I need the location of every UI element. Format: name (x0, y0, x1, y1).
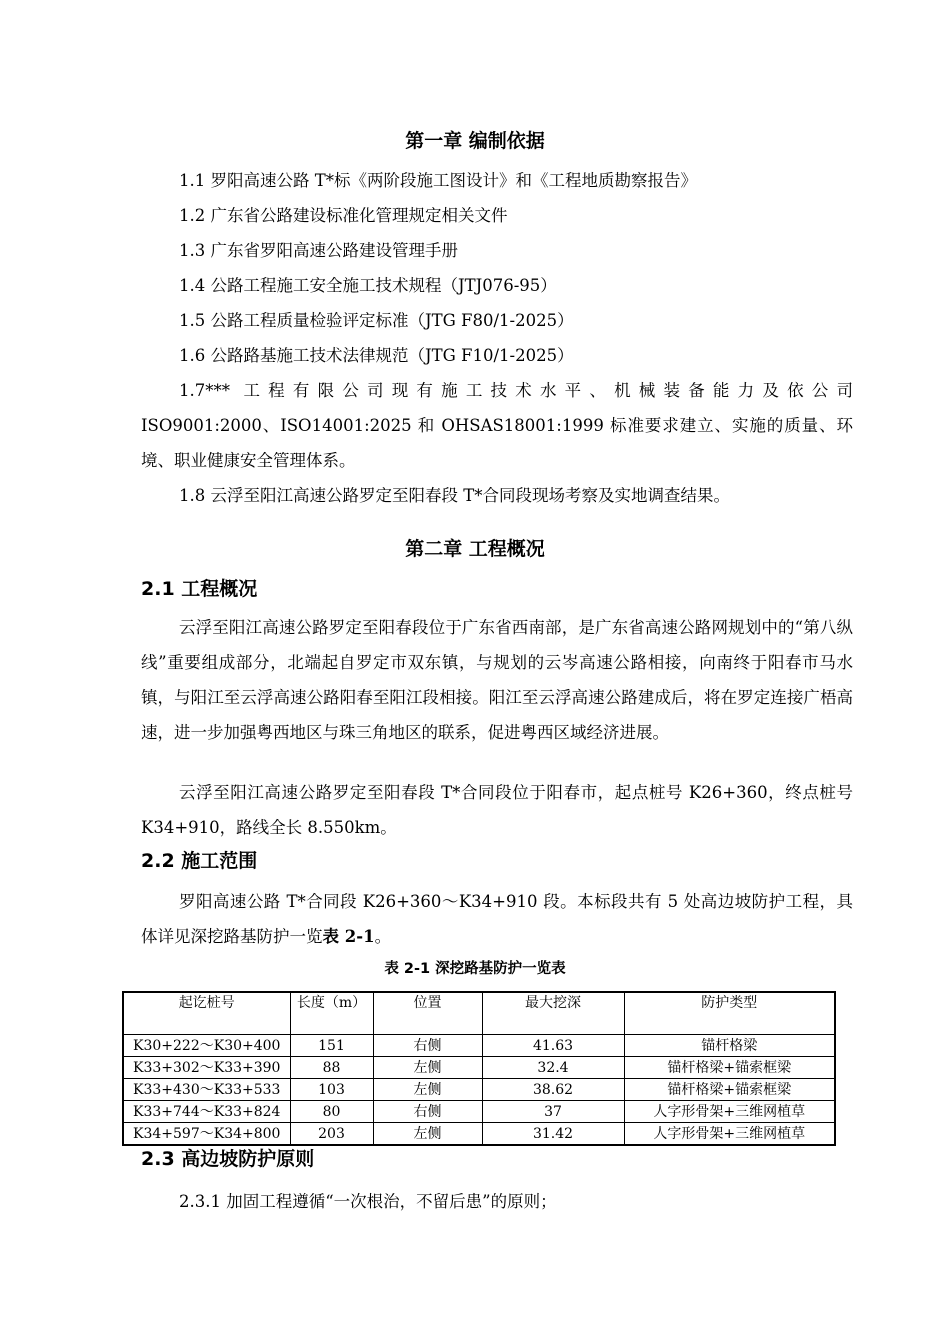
basis-item-3: 1.3 广东省罗阳高速公路建设管理手册 (179, 241, 458, 260)
section-2-3-paragraph-1: 2.3.1 加固工程遵循“一次根治，不留后患”的原则； (179, 1192, 557, 1211)
cell-length: 151 (290, 1035, 373, 1057)
header-chainage: 起讫桩号 (123, 992, 290, 1035)
cell-position: 左侧 (373, 1123, 482, 1146)
cell-chainage: K33+744～K33+824 (123, 1101, 290, 1123)
cell-max-depth: 41.63 (482, 1035, 624, 1057)
cell-protection-type: 人字形骨架+三维网植草 (624, 1101, 835, 1123)
section-2-2-paragraph (141, 884, 853, 954)
cell-length: 88 (290, 1057, 373, 1079)
header-protection-type: 防护类型 (624, 992, 835, 1035)
chapter2-title: 第二章 工程概况 (405, 538, 545, 560)
cell-position: 右侧 (373, 1101, 482, 1123)
cell-chainage: K34+597～K34+800 (123, 1123, 290, 1146)
basis-item-8: 1.8 云浮至阳江高速公路罗定至阳春段 T*合同段现场考察及实地调查结果。 (179, 486, 730, 505)
deep-cut-protection-table (122, 991, 836, 1146)
basis-item-6: 1.6 公路路基施工技术法律规范（JTG F10/1-2025） (179, 346, 574, 365)
basis-item-2: 1.2 广东省公路建设标准化管理规定相关文件 (179, 206, 508, 225)
scope-text: 罗阳高速公路 T*合同段 K26+360～K34+910 段。本标段共有 5 处高边坡防护工程，具体详见深挖路基防护一览 (141, 892, 853, 946)
cell-max-depth: 32.4 (482, 1057, 624, 1079)
table-reference: 表 2-1 (322, 927, 375, 946)
cell-chainage: K33+302～K33+390 (123, 1057, 290, 1079)
cell-length: 103 (290, 1079, 373, 1101)
table-row (123, 1035, 835, 1057)
section-2-1-title: 2.1 工程概况 (141, 578, 258, 600)
cell-max-depth: 38.62 (482, 1079, 624, 1101)
cell-position: 右侧 (373, 1035, 482, 1057)
cell-max-depth: 31.42 (482, 1123, 624, 1146)
cell-length: 203 (290, 1123, 373, 1146)
cell-chainage: K33+430～K33+533 (123, 1079, 290, 1101)
cell-protection-type: 锚杆格梁+锚索框梁 (624, 1079, 835, 1101)
cell-max-depth: 37 (482, 1101, 624, 1123)
cell-chainage: K30+222～K30+400 (123, 1035, 290, 1057)
basis-item-1: 1.1 罗阳高速公路 T*标《两阶段施工图设计》和《工程地质勘察报告》 (179, 171, 697, 190)
cell-position: 左侧 (373, 1057, 482, 1079)
basis-item-4: 1.4 公路工程施工安全施工技术规程（JTJ076-95） (179, 276, 557, 295)
table-row (123, 1057, 835, 1079)
table-caption: 表 2-1 深挖路基防护一览表 (384, 961, 566, 977)
section-2-1-paragraph-2: 云浮至阳江高速公路罗定至阳春段 T*合同段位于阳春市，起点桩号 K26+360，终点桩号 K34+910，路线全长 8.550km。 (141, 783, 853, 837)
section-2-1-paragraph-1: 云浮至阳江高速公路罗定至阳春段位于广东省西南部，是广东省高速公路网规划中的“第八纵线”重要组成部分，北端起自罗定市双东镇，与规划的云岑高速公路相接，向南终于阳春市马水镇，与阳江至云浮高速公路阳春至阳江段相接。阳江至云浮高速公路建成后，将在罗定连接广梧高速，进一步加强粤西地区与珠三角地区的联系，促进粤西区域经济进展。 (141, 618, 853, 742)
table-row (123, 1079, 835, 1101)
basis-item-5: 1.5 公路工程质量检验评定标准（JTG F80/1-2025） (179, 311, 574, 330)
cell-protection-type: 锚杆格梁+锚索框梁 (624, 1057, 835, 1079)
section-2-2-title: 2.2 施工范围 (141, 850, 258, 872)
header-length: 长度（m） (290, 992, 373, 1035)
cell-length: 80 (290, 1101, 373, 1123)
basis-item-7-rest: ISO9001:2000、ISO14001:2025 和 OHSAS18001:1999 标准要求建立、实施的质量、环境、职业健康安全管理体系。 (141, 416, 853, 470)
basis-item-7-line1: 1.7*** 工程有限公司现有施工技术水平、机械装备能力及依公司 (179, 381, 853, 400)
cell-protection-type: 锚杆格梁 (624, 1035, 835, 1057)
header-position: 位置 (373, 992, 482, 1035)
table-row (123, 1123, 835, 1146)
chapter1-title: 第一章 编制依据 (405, 130, 545, 152)
section-2-3-title: 2.3 高边坡防护原则 (141, 1148, 315, 1170)
table-row (123, 1101, 835, 1123)
cell-position: 左侧 (373, 1079, 482, 1101)
scope-text-end: 。 (374, 927, 392, 946)
table-header-row (123, 992, 835, 1035)
header-max-depth: 最大挖深 (482, 992, 624, 1035)
cell-protection-type: 人字形骨架+三维网植草 (624, 1123, 835, 1146)
